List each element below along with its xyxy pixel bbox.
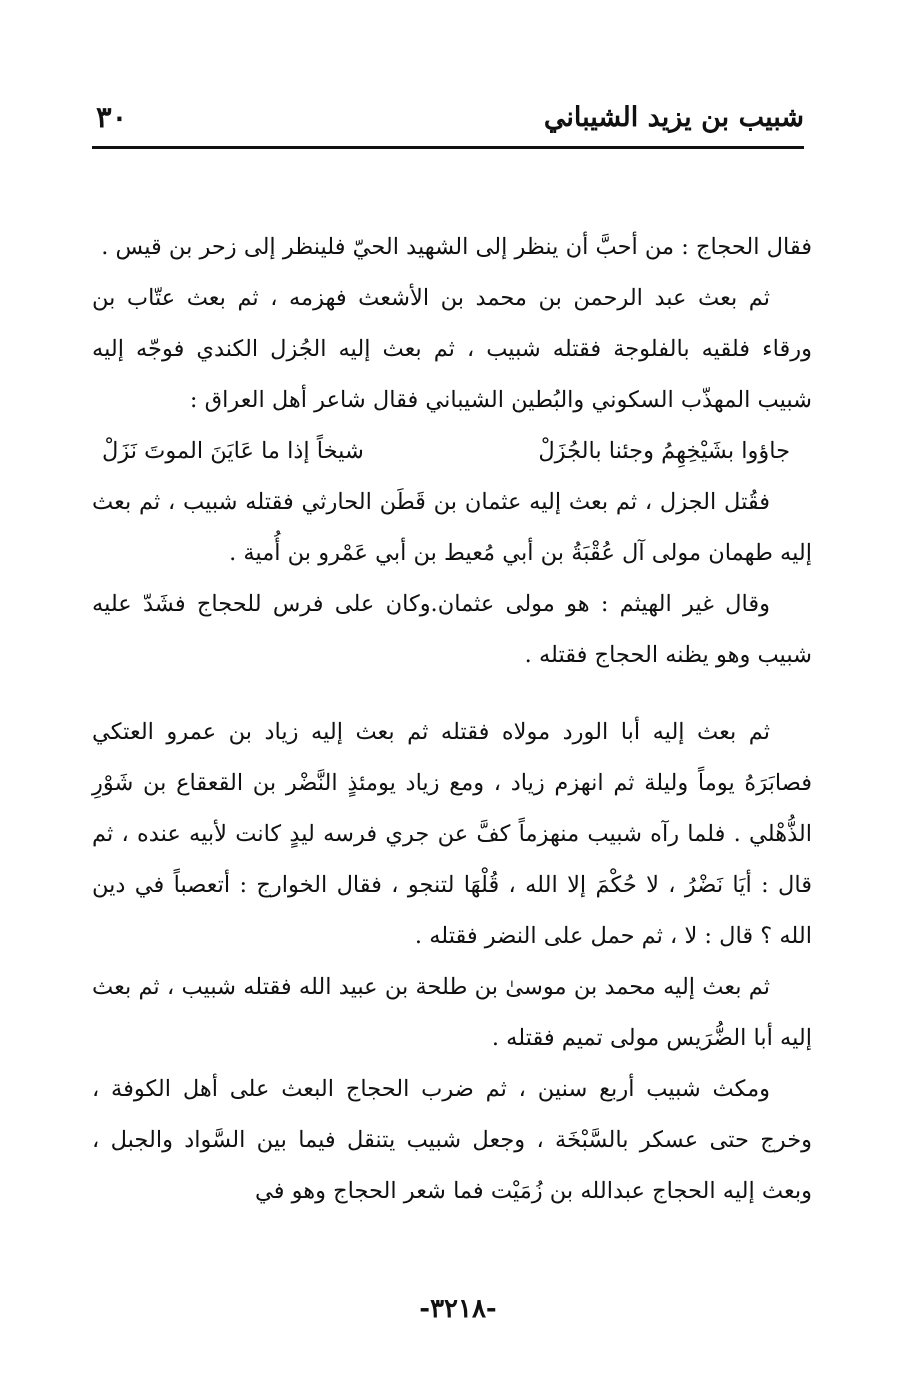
paragraph: فقال الحجاج : من أحبَّ أن ينظر إلى الشهيد الحيّ فلينظر إلى زحر بن قيس . xyxy=(101,234,812,260)
verse-second-hemistich: شيخاً إذا ما عَايَنَ الموتَ نَزَلْ xyxy=(102,438,364,464)
paragraph: فقُتل الجزل ، ثم بعث إليه عثمان بن قَطَن الحارثي فقتله شبيب ، ثم بعث إليه طهمان مولى آل عُقْبَةُ بن أبي مُعيط بن أبي عَمْرو بن أُمية . xyxy=(92,489,812,566)
paragraph: ثم بعث عبد الرحمن بن محمد بن الأشعث فهزمه ، ثم بعث عتّاب بن ورقاء فلقيه بالفلوجة فقتله شبيب ، ثم بعث إليه الجُزل الكندي فوجّه إليه شبيب المهذّب السكوني والبُطين الشيباني فقال شاعر أهل العراق : xyxy=(92,285,812,413)
paragraph: ثم بعث إليه أبا الورد مولاه فقتله ثم بعث إليه زياد بن عمرو العتكي فصابَرَهُ يوماً وليلة ثم انهزم زياد ، ومع زياد يومئذٍ النَّضْر بن القعقاع بن شَوْرِ الذُّهْلي . فلما رآه شبيب منهزماً كفَّ عن جري فرسه ليدٍ كانت لأبيه عنده ، ثم قال : أيَا نَضْرُ ، لا حُكْمَ إلا الله ، قُلْهَا لتنجو ، فقال الخوارج : أتعصباً في دين الله ؟ قال : لا ، ثم حمل على النضر فقتله . xyxy=(92,719,812,949)
running-title: شبيب بن يزيد الشيباني xyxy=(543,102,804,133)
paragraph: ثم بعث إليه محمد بن موسىٰ بن طلحة بن عبيد الله فقتله شبيب ، ثم بعث إليه أبا الضُّرَيس مولى تميم فقتله . xyxy=(92,974,812,1051)
verse-first-hemistich: جاؤوا بشَيْخِهِمُ وجئنا بالجُزَلْ xyxy=(538,438,790,464)
paragraph: وقال غير الهيثم : هو مولى عثمان.وكان على فرس للحجاج فشَدّ عليه شبيب وهو يظنه الحجاج فقتله . xyxy=(92,591,812,668)
header-rule xyxy=(92,146,804,149)
page-header xyxy=(92,96,804,148)
folio-number: -٣٢١٨- xyxy=(419,1294,497,1324)
main-text xyxy=(92,222,812,1217)
poem-verse xyxy=(92,426,812,477)
page-number: ٣٠ xyxy=(96,100,128,134)
paragraph: ومكث شبيب أربع سنين ، ثم ضرب الحجاج البعث على أهل الكوفة ، وخرج حتى عسكر بالسَّبْخَة ، وجعل شبيب يتنقل فيما بين السَّواد والجبل ، وبعث إليه الحجاج عبدالله بن زُمَيْت فما شعر الحجاج وهو في xyxy=(92,1076,812,1204)
